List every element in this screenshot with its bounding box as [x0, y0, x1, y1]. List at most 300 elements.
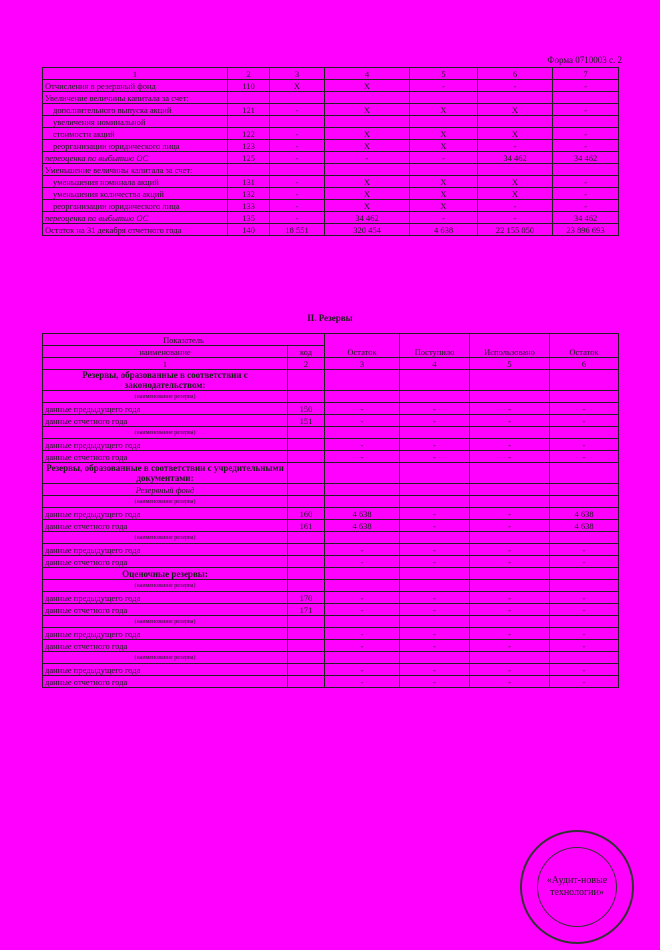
empty-cell	[288, 580, 325, 592]
value-cell: X	[325, 140, 410, 152]
value-cell: -	[550, 415, 619, 427]
table-row	[43, 451, 619, 463]
table-row	[43, 604, 619, 616]
row-code: 131	[228, 176, 270, 188]
table-row	[43, 176, 619, 188]
value-cell: -	[470, 451, 550, 463]
table-row	[43, 439, 619, 451]
value-cell: -	[553, 80, 619, 92]
table-row	[43, 200, 619, 212]
row-code	[228, 164, 270, 176]
value-cell: -	[553, 128, 619, 140]
col-header: 4	[325, 68, 410, 80]
table-row	[43, 556, 619, 568]
table-row	[43, 568, 619, 580]
row-label: Уменьшение величины капитала за счет:	[43, 164, 228, 176]
row-label: данные отчетного года	[43, 415, 288, 427]
value-cell: -	[325, 556, 400, 568]
empty-cell	[470, 580, 550, 592]
value-cell: 320 454	[325, 224, 410, 236]
value-cell: -	[410, 80, 478, 92]
row-label: данные предыдущего года	[43, 664, 288, 676]
value-cell	[325, 92, 410, 104]
value-cell: -	[270, 104, 325, 116]
header-balance: Остаток	[325, 334, 400, 358]
value-cell: X	[410, 176, 478, 188]
empty-cell	[288, 568, 325, 580]
col-number: 4	[400, 358, 470, 370]
empty-cell	[550, 496, 619, 508]
row-code: 140	[228, 224, 270, 236]
value-cell	[553, 164, 619, 176]
empty-cell	[325, 484, 400, 496]
table-row	[43, 616, 619, 628]
value-cell	[478, 92, 553, 104]
col-header: 5	[410, 68, 478, 80]
row-label: реорганизации юридического лица	[43, 140, 228, 152]
empty-cell	[400, 427, 470, 439]
row-code	[288, 640, 325, 652]
empty-cell	[470, 484, 550, 496]
row-label: данные предыдущего года	[43, 403, 288, 415]
value-cell: X	[325, 176, 410, 188]
empty-cell	[325, 370, 400, 391]
col-number: 2	[288, 358, 325, 370]
header-code: код	[288, 346, 325, 358]
row-label: данные предыдущего года	[43, 439, 288, 451]
table-row	[43, 532, 619, 544]
row-code: 121	[228, 104, 270, 116]
empty-cell	[550, 370, 619, 391]
header-indicator: Показатель	[43, 334, 325, 346]
value-cell	[325, 116, 410, 128]
row-label: Остаток на 31 декабря отчетного года	[43, 224, 228, 236]
value-cell: -	[478, 140, 553, 152]
col-number: 6	[550, 358, 619, 370]
empty-cell	[325, 496, 400, 508]
empty-cell	[470, 427, 550, 439]
col-header: 6	[478, 68, 553, 80]
empty-cell	[550, 484, 619, 496]
value-cell: -	[400, 439, 470, 451]
table-row	[43, 652, 619, 664]
row-label: данные отчетного года	[43, 520, 288, 532]
header-used: Использовано	[470, 334, 550, 358]
value-cell: -	[550, 604, 619, 616]
empty-cell	[400, 370, 470, 391]
table-row	[43, 544, 619, 556]
header-received: Поступило	[400, 334, 470, 358]
empty-cell	[550, 616, 619, 628]
table-row	[43, 496, 619, 508]
header-remaining: Остаток	[550, 334, 619, 358]
table-row	[43, 580, 619, 592]
value-cell: X	[270, 80, 325, 92]
row-label: переоценка по выбытию ОС	[43, 152, 228, 164]
value-cell: -	[400, 604, 470, 616]
table-row	[43, 415, 619, 427]
value-cell: -	[325, 604, 400, 616]
table-row	[43, 164, 619, 176]
value-cell: -	[325, 676, 400, 688]
value-cell: 22 155 050	[478, 224, 553, 236]
value-cell: -	[553, 200, 619, 212]
empty-cell	[400, 568, 470, 580]
table-row	[43, 508, 619, 520]
col-header: 7	[553, 68, 619, 80]
value-cell: -	[550, 676, 619, 688]
row-label: данные предыдущего года	[43, 508, 288, 520]
stamp-text: «Аудит-новые технологии»	[537, 847, 617, 927]
value-cell: -	[400, 508, 470, 520]
value-cell	[410, 164, 478, 176]
value-cell: -	[470, 592, 550, 604]
table-row	[43, 188, 619, 200]
value-cell	[410, 92, 478, 104]
row-code: 151	[288, 415, 325, 427]
table-row	[43, 403, 619, 415]
value-cell: 4 638	[325, 520, 400, 532]
row-label: данные предыдущего года	[43, 628, 288, 640]
value-cell: -	[270, 152, 325, 164]
empty-cell	[550, 532, 619, 544]
value-cell: -	[550, 403, 619, 415]
row-label: данные предыдущего года	[43, 592, 288, 604]
value-cell: X	[478, 188, 553, 200]
value-cell: -	[400, 556, 470, 568]
value-cell: -	[270, 128, 325, 140]
empty-cell	[325, 652, 400, 664]
value-cell: -	[470, 544, 550, 556]
empty-cell	[470, 496, 550, 508]
table-row	[43, 391, 619, 403]
value-cell: -	[270, 200, 325, 212]
value-cell: -	[553, 140, 619, 152]
value-cell: -	[470, 664, 550, 676]
value-cell: -	[325, 628, 400, 640]
value-cell: -	[400, 676, 470, 688]
empty-cell	[288, 484, 325, 496]
value-cell: X	[410, 188, 478, 200]
empty-cell	[400, 616, 470, 628]
row-code	[228, 92, 270, 104]
value-cell	[553, 116, 619, 128]
value-cell: 4 638	[550, 520, 619, 532]
empty-cell	[400, 652, 470, 664]
value-cell: -	[270, 212, 325, 224]
row-label: данные отчетного года	[43, 556, 288, 568]
empty-cell	[550, 427, 619, 439]
row-code	[288, 556, 325, 568]
table-row	[43, 463, 619, 484]
row-label: уменьшения количества акций	[43, 188, 228, 200]
value-cell: -	[470, 556, 550, 568]
empty-cell	[288, 427, 325, 439]
empty-cell	[288, 532, 325, 544]
value-cell: -	[325, 152, 410, 164]
value-cell: X	[410, 140, 478, 152]
table-row	[43, 80, 619, 92]
value-cell: -	[400, 415, 470, 427]
table-row	[43, 358, 619, 370]
empty-cell	[325, 391, 400, 403]
empty-cell	[400, 391, 470, 403]
section-heading: Резервы, образованные в соответствии с учредительными документами:	[43, 463, 288, 484]
empty-cell	[325, 427, 400, 439]
empty-cell	[550, 463, 619, 484]
row-label: увеличения номинальной	[43, 116, 228, 128]
value-cell: 34 462	[553, 212, 619, 224]
value-cell: -	[478, 80, 553, 92]
empty-cell	[288, 370, 325, 391]
col-number: 1	[43, 358, 288, 370]
value-cell: X	[478, 104, 553, 116]
value-cell: -	[270, 176, 325, 188]
row-code: 110	[228, 80, 270, 92]
table-row	[43, 592, 619, 604]
table-row	[43, 640, 619, 652]
value-cell: 23 896 693	[553, 224, 619, 236]
table-row	[43, 484, 619, 496]
value-cell: -	[325, 592, 400, 604]
row-label: данные отчетного года	[43, 451, 288, 463]
empty-cell	[470, 652, 550, 664]
value-cell: -	[470, 508, 550, 520]
value-cell: -	[400, 451, 470, 463]
row-label: Отчисления в резервный фонд	[43, 80, 228, 92]
value-cell: X	[325, 128, 410, 140]
value-cell: -	[400, 640, 470, 652]
row-code	[228, 116, 270, 128]
section-title: II. Резервы	[307, 313, 353, 323]
empty-cell	[288, 496, 325, 508]
table-row	[43, 104, 619, 116]
reserve-name-label: (наименование резерва)	[43, 652, 288, 664]
row-code: 150	[288, 403, 325, 415]
value-cell	[410, 116, 478, 128]
reserves-table	[42, 333, 619, 688]
row-code	[288, 664, 325, 676]
empty-cell	[400, 532, 470, 544]
row-label: данные отчетного года	[43, 640, 288, 652]
reserve-fund-label: Резервный фонд	[43, 484, 288, 496]
value-cell: -	[550, 439, 619, 451]
value-cell: -	[325, 544, 400, 556]
section-heading: Резервы, образованные в соответствии с законодательством:	[43, 370, 288, 391]
row-code	[288, 544, 325, 556]
stamp	[520, 830, 634, 944]
value-cell: -	[470, 520, 550, 532]
value-cell: X	[325, 200, 410, 212]
reserve-name-label: (наименование резерва)	[43, 580, 288, 592]
row-code: 133	[228, 200, 270, 212]
row-code: 160	[288, 508, 325, 520]
empty-cell	[550, 580, 619, 592]
row-label: переоценка по выбытию ОС	[43, 212, 228, 224]
value-cell: -	[325, 439, 400, 451]
table-row	[43, 128, 619, 140]
table-row	[43, 334, 619, 346]
empty-cell	[470, 463, 550, 484]
empty-cell	[325, 463, 400, 484]
value-cell: -	[550, 628, 619, 640]
row-code: 170	[288, 592, 325, 604]
value-cell: -	[550, 640, 619, 652]
col-number: 3	[325, 358, 400, 370]
row-label: данные отчетного года	[43, 604, 288, 616]
table-row	[43, 140, 619, 152]
value-cell: -	[325, 403, 400, 415]
section-heading: Оценочные резервы:	[43, 568, 288, 580]
empty-cell	[288, 391, 325, 403]
row-code: 125	[228, 152, 270, 164]
table-row	[43, 212, 619, 224]
capital-changes-table	[42, 67, 619, 236]
value-cell: -	[470, 439, 550, 451]
row-code: 122	[228, 128, 270, 140]
value-cell: 34 462	[325, 212, 410, 224]
empty-cell	[288, 652, 325, 664]
value-cell: -	[470, 403, 550, 415]
col-header: 1	[43, 68, 228, 80]
reserve-name-label: (наименование резерва)	[43, 391, 288, 403]
empty-cell	[470, 532, 550, 544]
row-code: 123	[228, 140, 270, 152]
table-row	[43, 92, 619, 104]
value-cell: 34 462	[553, 152, 619, 164]
value-cell: -	[400, 664, 470, 676]
value-cell: X	[478, 128, 553, 140]
value-cell: -	[410, 212, 478, 224]
value-cell: -	[400, 544, 470, 556]
table-row	[43, 628, 619, 640]
value-cell	[478, 164, 553, 176]
empty-cell	[288, 463, 325, 484]
empty-cell	[325, 568, 400, 580]
value-cell	[478, 116, 553, 128]
empty-cell	[400, 496, 470, 508]
empty-cell	[470, 391, 550, 403]
empty-cell	[550, 568, 619, 580]
value-cell: X	[410, 128, 478, 140]
reserve-name-label: (наименование резерва)	[43, 427, 288, 439]
reserve-name-label: (наименование резерва)	[43, 616, 288, 628]
table-row	[43, 224, 619, 236]
value-cell: -	[553, 176, 619, 188]
table-row	[43, 116, 619, 128]
value-cell: -	[270, 140, 325, 152]
empty-cell	[325, 580, 400, 592]
value-cell: -	[470, 676, 550, 688]
value-cell	[270, 92, 325, 104]
empty-cell	[325, 532, 400, 544]
row-code	[288, 676, 325, 688]
empty-cell	[400, 580, 470, 592]
empty-cell	[550, 391, 619, 403]
empty-cell	[470, 370, 550, 391]
row-label: данные отчетного года	[43, 676, 288, 688]
value-cell: X	[325, 104, 410, 116]
value-cell: -	[400, 520, 470, 532]
value-cell: -	[410, 152, 478, 164]
value-cell: -	[470, 640, 550, 652]
row-code	[288, 439, 325, 451]
col-header: 3	[270, 68, 325, 80]
value-cell: 4 638	[410, 224, 478, 236]
row-label: реорганизации юридического лица	[43, 200, 228, 212]
table-row	[43, 152, 619, 164]
value-cell: 4 638	[550, 508, 619, 520]
value-cell: -	[550, 592, 619, 604]
row-code: 132	[228, 188, 270, 200]
table-row	[43, 520, 619, 532]
row-code: 135	[228, 212, 270, 224]
header-name: наименование	[43, 346, 288, 358]
empty-cell	[288, 616, 325, 628]
value-cell: -	[400, 403, 470, 415]
value-cell: -	[325, 640, 400, 652]
value-cell: -	[470, 415, 550, 427]
empty-cell	[550, 652, 619, 664]
value-cell: X	[410, 104, 478, 116]
value-cell: X	[325, 188, 410, 200]
empty-cell	[400, 463, 470, 484]
reserve-name-label: (наименование резерва)	[43, 496, 288, 508]
value-cell: -	[400, 628, 470, 640]
value-cell: -	[325, 415, 400, 427]
value-cell: -	[325, 451, 400, 463]
value-cell: -	[325, 664, 400, 676]
value-cell: -	[550, 556, 619, 568]
value-cell: -	[470, 604, 550, 616]
empty-cell	[470, 568, 550, 580]
value-cell: X	[410, 200, 478, 212]
row-code	[288, 451, 325, 463]
value-cell: -	[550, 451, 619, 463]
value-cell: -	[270, 188, 325, 200]
value-cell	[325, 164, 410, 176]
form-label: Форма 0710003 с. 2	[547, 55, 622, 65]
row-code: 171	[288, 604, 325, 616]
value-cell	[270, 164, 325, 176]
col-number: 5	[470, 358, 550, 370]
value-cell: 4 638	[325, 508, 400, 520]
empty-cell	[325, 616, 400, 628]
row-label: Увеличение величины капитала за счет:	[43, 92, 228, 104]
empty-cell	[470, 616, 550, 628]
value-cell: -	[550, 544, 619, 556]
row-label: стоимости акций	[43, 128, 228, 140]
table-row	[43, 664, 619, 676]
value-cell: -	[470, 628, 550, 640]
value-cell: 18 551	[270, 224, 325, 236]
reserve-name-label: (наименование резерва)	[43, 532, 288, 544]
value-cell: 34 462	[478, 152, 553, 164]
value-cell: -	[553, 188, 619, 200]
row-label: данные предыдущего года	[43, 544, 288, 556]
col-header: 2	[228, 68, 270, 80]
value-cell	[270, 116, 325, 128]
value-cell: -	[478, 212, 553, 224]
value-cell: -	[550, 664, 619, 676]
row-code: 161	[288, 520, 325, 532]
value-cell: -	[553, 104, 619, 116]
value-cell: X	[325, 80, 410, 92]
value-cell: -	[400, 592, 470, 604]
table-row	[43, 427, 619, 439]
empty-cell	[400, 484, 470, 496]
row-code	[288, 628, 325, 640]
